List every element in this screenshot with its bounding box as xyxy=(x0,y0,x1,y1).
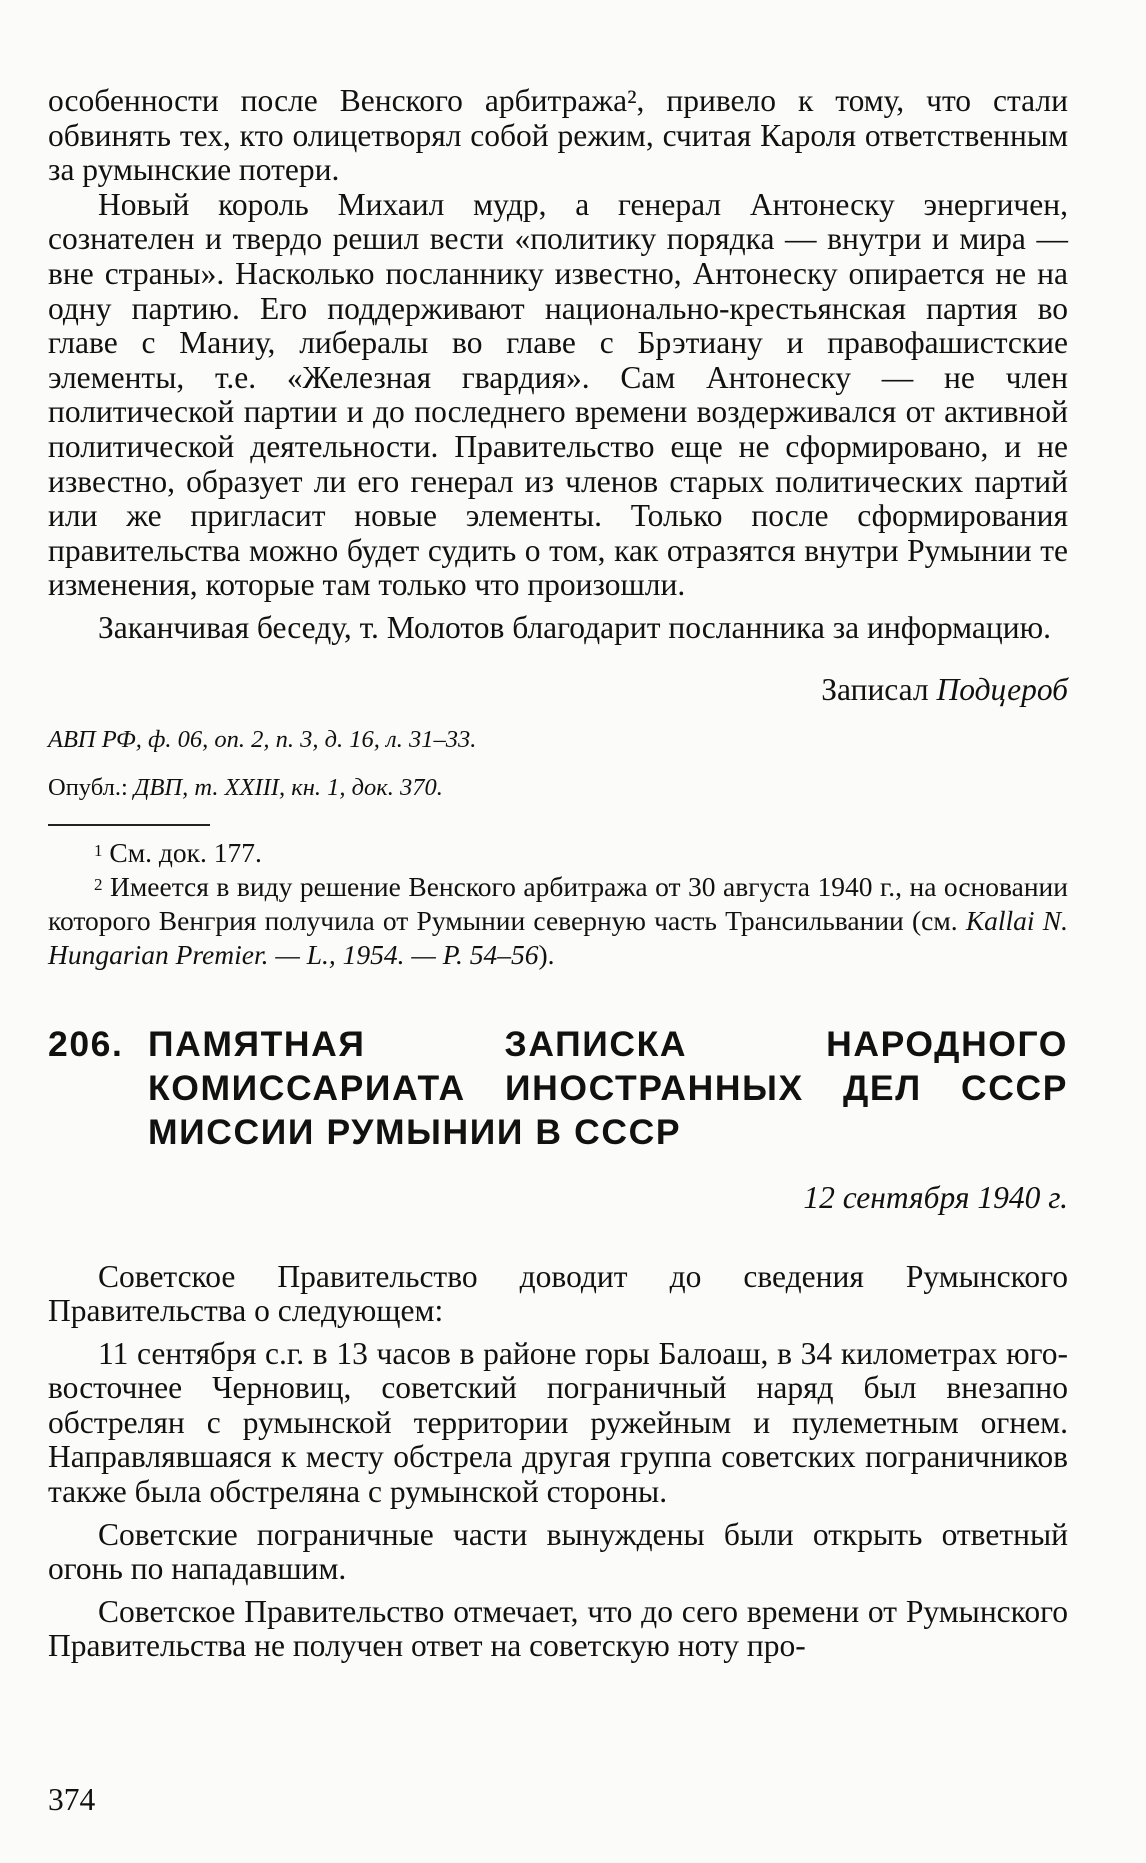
footnote-1-text: См. док. 177. xyxy=(109,836,262,868)
page-number: 374 xyxy=(48,1782,96,1817)
footnote-divider xyxy=(48,824,210,826)
signature xyxy=(48,672,1068,708)
signature-prefix: Записал xyxy=(821,671,929,707)
footnote-2 xyxy=(48,870,1068,972)
document-heading xyxy=(48,1022,1068,1154)
footnote-2-number: 2 xyxy=(94,874,103,894)
publication-reference xyxy=(48,774,1068,802)
footnote-1 xyxy=(48,836,1068,870)
document-page xyxy=(48,84,1068,1664)
body-paragraph-4: Советское Правительство отмечает, что до сего времени от Румынского Правительства не получен ответ на советскую ноту про- xyxy=(48,1593,1068,1664)
paragraph-2: Новый король Михаил мудр, а генерал Антонеску энергичен, сознателен и твердо решил вести «политику порядка — внутри и мира — вне страны». Насколько посланнику известно, Антонеску опирается не на одну партию. Его поддерживают национально-крестьянская партия во главе с Маниу, либералы во главе с Брэтиану и правофашистские элементы, т.е. «Железная гвардия». Сам Антонеску — не член политической партии и до последнего времени воздерживался от активной политической деятельности. Правительство еще не сформировано, и не известно, образует ли его генерал из членов старых политических партий или же пригласит новые элементы. Только после сформирования правительства можно будет судить о том, как отразятся внутри Румынии те изменения, которые там только что произошли. xyxy=(48,186,1068,603)
signature-name: Подцероб xyxy=(936,671,1068,707)
footnote-1-number: 1 xyxy=(94,840,103,860)
body-paragraph-1: Советское Правительство доводит до сведения Румынского Правительства о следующем: xyxy=(48,1258,1068,1329)
document-number: 206. xyxy=(48,1023,124,1064)
footnote-2-text: Имеется в виду решение Венского арбитража от 30 августа 1940 г., на основании которого Венгрия получила от Румынии северную часть Трансильвании (см. xyxy=(48,870,1068,936)
body-paragraph-2: 11 сентября с.г. в 13 часов в районе горы Балоаш, в 34 километрах юго-восточнее Черновиц, советский пограничный наряд был внезапно обстрелян с румынской территории ружейным и пулеметным огнем. Направлявшаяся к месту обстрела другая группа советских пограничников также была обстреляна с румынской стороны. xyxy=(48,1335,1068,1510)
footnote-2-close: ). xyxy=(538,938,555,970)
paragraph-3: Заканчивая беседу, т. Молотов благодарит посланника за информацию. xyxy=(98,609,1051,645)
body-paragraph-3: Советские пограничные части вынуждены были открыть ответный огонь по нападавшим. xyxy=(48,1516,1068,1587)
document-body xyxy=(48,1260,1068,1665)
archive-reference: АВП РФ, ф. 06, оп. 2, п. 3, д. 16, л. 31–33. xyxy=(48,725,477,753)
footnote-2-citation: Kallai N. Hungarian Premier. — L., 1954. — P. 54–56 xyxy=(48,904,1068,970)
publication-prefix: Опубл.: xyxy=(48,773,128,801)
document-date: 12 сентября 1940 г. xyxy=(803,1179,1068,1215)
document-title: ПАМЯТНАЯ ЗАПИСКА НАРОДНОГО КОМИССАРИАТА ИНОСТРАННЫХ ДЕЛ СССР МИССИИ РУМЫНИИ В СССР xyxy=(148,1023,1068,1152)
publication-ref: ДВП, т. XXIII, кн. 1, док. 370. xyxy=(133,773,443,801)
paragraph-1: особенности после Венского арбитража², привело к тому, что стали обвинять тех, кто олицетворял собой режим, считая Кароля ответственным за румынские потери. xyxy=(48,83,1068,188)
